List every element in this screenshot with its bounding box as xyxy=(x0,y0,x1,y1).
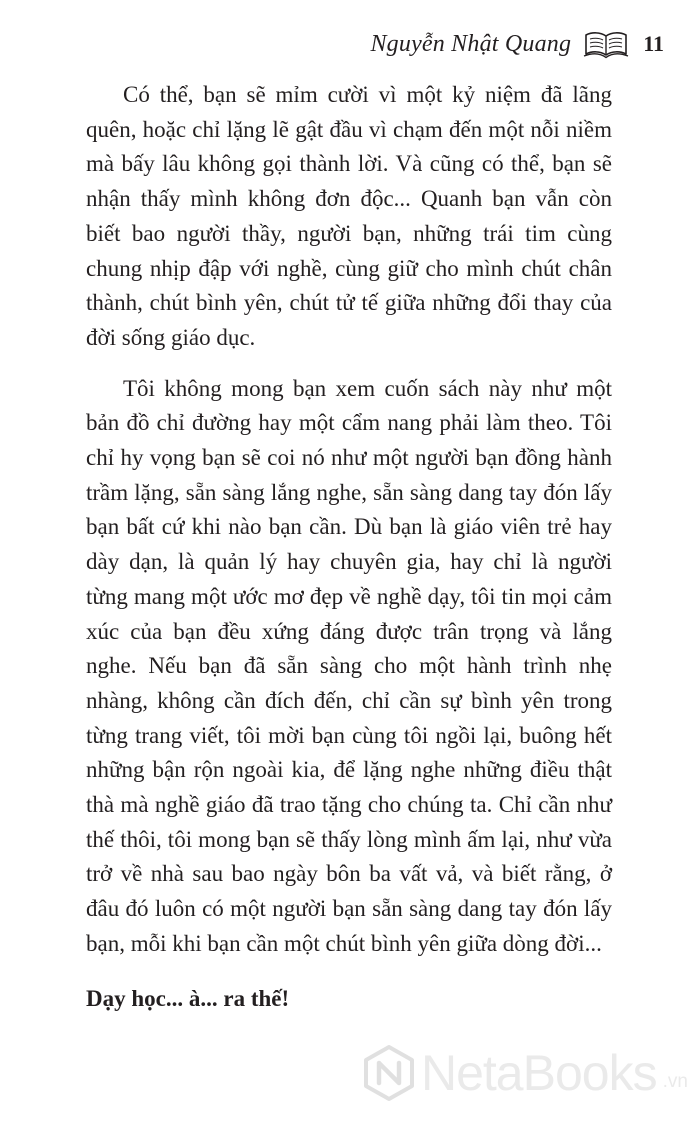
watermark-text: NetaBooks xyxy=(421,1045,657,1101)
paragraph-2: Tôi không mong bạn xem cuốn sách này như một bản đồ chỉ đường hay một cẩm nang phải làm theo. Tôi chỉ hy vọng bạn sẽ coi nó như một người bạn đồng hành trầm lặng, sẵn sàng lắng nghe, sẵn sàng dang tay đón lấy bạn bất cứ khi nào bạn cần. Dù bạn là giáo viên trẻ hay dày dạn, là quản lý hay chuyên gia, hay chỉ là người từng mang một ước mơ đẹp về nghề dạy, tôi tin mọi cảm xúc của bạn đều xứng đáng được trân trọng và lắng nghe. Nếu bạn đã sẵn sàng cho một hành trình nhẹ nhàng, không cần đích đến, chỉ cần sự bình yên trong từng trang viết, tôi mời bạn cùng tôi ngồi lại, buông hết những bận rộn ngoài kia, để lặng nghe những điều thật thà mà nghề giáo đã trao tặng cho chúng ta. Chỉ cần như thế thôi, tôi mong bạn sẽ thấy lòng mình ấm lại, như vừa trở về nhà sau bao ngày bôn ba vất vả, và biết rằng, ở đâu đó luôn có một người bạn sẵn sàng dang tay đón lấy bạn, mỗi khi bạn cần một chút bình yên giữa dòng đời... xyxy=(86,375,612,956)
page-number: 11 xyxy=(643,31,664,56)
netabooks-logo-icon xyxy=(363,1045,415,1101)
author-name: Nguyễn Nhật Quang xyxy=(370,30,572,57)
open-book-icon xyxy=(583,29,629,59)
paragraph-1: Có thể, bạn sẽ mỉm cười vì một kỷ niệm đã lãng quên, hoặc chỉ lặng lẽ gật đầu vì chạm đến một nỗi niềm mà bấy lâu không gọi thành lời. Và cũng có thể, bạn sẽ nhận thấy mình không đơn độc... Quanh bạn vẫn còn biết bao người thầy, người bạn, những trái tim cùng chung nhịp đập với nghề, cùng giữ cho mình chút chân thành, chút bình yên, chút tử tế giữa những đổi thay của đời sống giáo dục. xyxy=(86,82,612,350)
closing-line: Dạy học... à... ra thế! xyxy=(86,985,290,1011)
running-header xyxy=(370,26,664,62)
watermark xyxy=(363,1045,688,1101)
page-body xyxy=(86,78,612,1016)
watermark-suffix: .vn xyxy=(662,1071,688,1092)
